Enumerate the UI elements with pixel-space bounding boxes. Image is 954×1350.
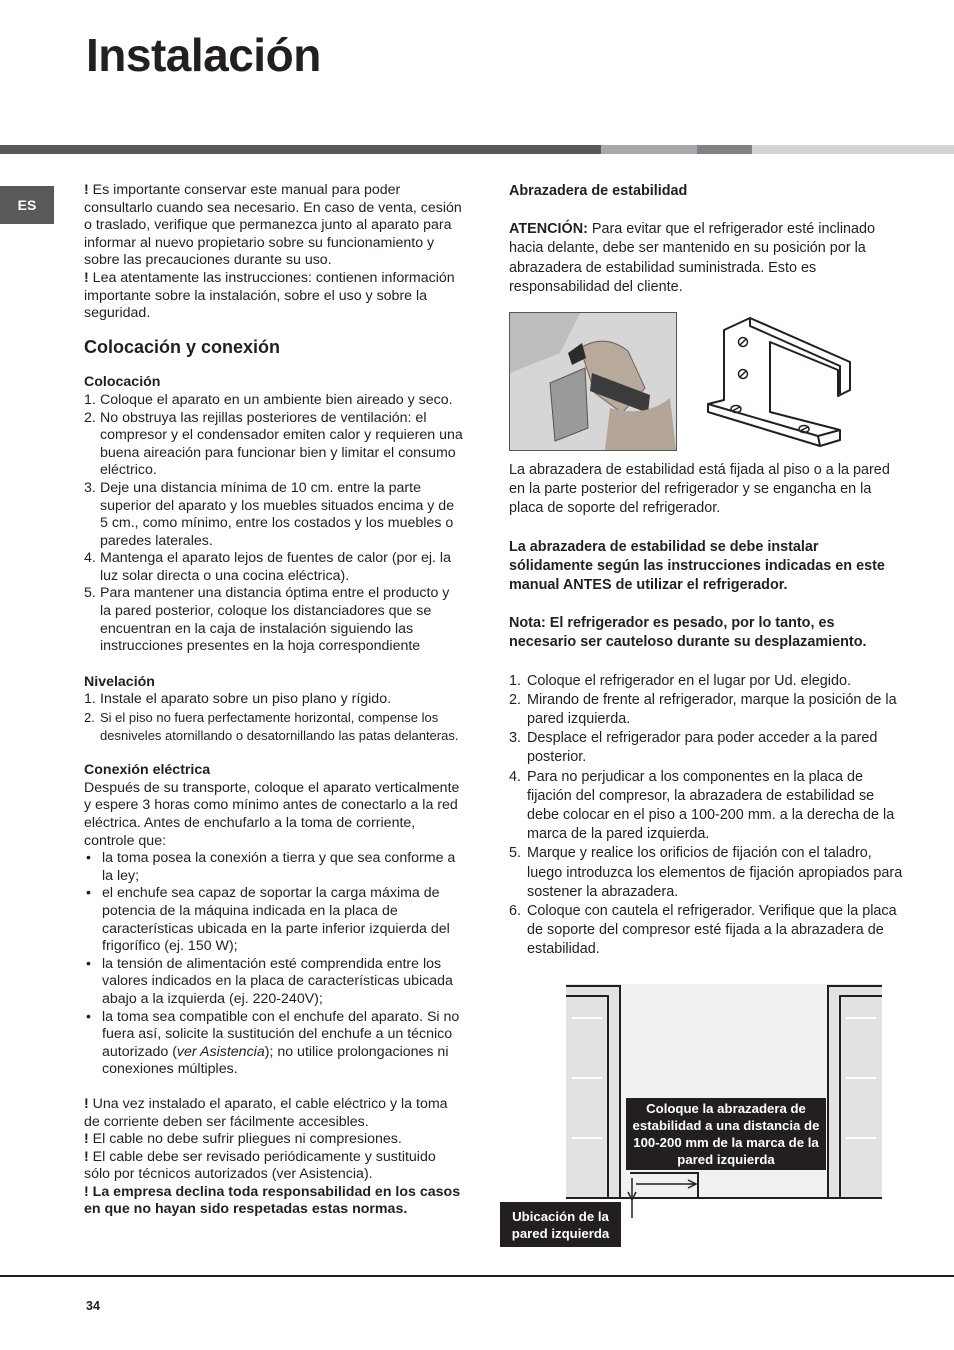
conexion-heading: Conexión eléctrica [84, 762, 211, 779]
installation-steps [509, 672, 904, 960]
list-item: • el enchufe sea capaz de soportar la carga máxima de potencia de la máquina indicada en la placa de características ubicada en la parte inferior izquierda del frigorífico (ej. 150 W); [86, 885, 450, 955]
list-item: • la tensión de alimentación esté comprendida entre los valores indicados en la placa de características ubicada abajo a la izquierda (ej. 220-240V); [86, 955, 453, 1007]
list-item: 1. Instale el aparato sobre un piso plano y rígido. [84, 691, 392, 708]
bracket-heading: Abrazadera de estabilidad [509, 183, 688, 199]
page-number: 34 [86, 1299, 100, 1313]
right-column [509, 182, 909, 297]
bracket-photo [509, 312, 677, 451]
list-item: 3. Deje una distancia mínima de 10 cm. entre la parte superior del aparato y los muebles situados encima y de 5 cm., como mínimo, entre los costados y los muebles o paredes laterales. [84, 479, 455, 549]
list-item: • la toma sea compatible con el enchufe del aparato. Si no fuera así, solicite la sustitución del enchufe a un técnico autorizado (ver Asistencia); no utilice prolongaciones ni conexiones múltiples. [86, 1008, 460, 1078]
list-item: 2. No obstruya las rejillas posteriores de ventilación: el compresor y el condensador emiten calor y requieren una buena aireación para funcionar bien y limitar el consumo eléctrico. [84, 409, 463, 479]
conexion-bullets [84, 850, 464, 1079]
bracket-drawing [700, 312, 860, 452]
intro-paragraph-2: ! Lea atentamente las instrucciones: contienen información importante sobre la instalación, sobre el uso y sobre la seguridad. [84, 269, 455, 322]
bracket-position-callout: Coloque la abrazadera de estabilidad a una distancia de 100-200 mm de la marca de la pared izquierda [626, 1098, 826, 1170]
language-tab: ES [0, 186, 54, 224]
intro-paragraph-1: ! Es importante conservar este manual para poder consultarlo cuando sea necesario. En caso de venta, cesión o traslado, verifique que permanezca junto al aparato para informar al nuevo propietario sobre su funcionamiento y sobre las precauciones durante su uso. [84, 182, 462, 269]
right-column-lower [509, 461, 904, 960]
header-bar-segment-4 [752, 145, 954, 154]
exclamation-mark: ! [84, 182, 89, 198]
section-title: Colocación y conexión [84, 336, 281, 357]
list-item: 5. Para mantener una distancia óptima entre el producto y la pared posterior, coloque los distanciadores que se encuentran en la caja de instalación siguiendo las instrucciones presentes en la hoja correspondiente [84, 585, 450, 655]
list-item: 3. Desplace el refrigerador para poder acceder a la pared posterior. [509, 730, 878, 766]
exclamation-mark: ! [84, 1148, 89, 1165]
placement-diagram [500, 978, 900, 1248]
list-item: 4. Para no perjudicar a los componentes en la placa de fijación del compresor, la abrazadera de estabilidad se debe colocar en el piso a 100-200 mm. a la derecha de la marca de la pared izquierda. [509, 768, 895, 843]
list-item: 1. Coloque el refrigerador en el lugar por Ud. elegido. [509, 672, 851, 689]
exclamation-mark: ! [84, 269, 89, 286]
exclamation-mark: ! [84, 1131, 89, 1148]
exclamation-mark: ! [84, 1095, 89, 1112]
list-item: 1. Coloque el aparato en un ambiente bien aireado y seco. [84, 391, 453, 408]
colocacion-list [84, 392, 464, 656]
warning-paragraph-3: ! El cable debe ser revisado periódicamente y sustituido sólo por técnicos autorizados (ver Asistencia). [84, 1148, 436, 1183]
header-bar-segment-3 [697, 145, 752, 154]
list-item: 4. Mantenga el aparato lejos de fuentes de calor (por ej. la luz solar directa o una cocina eléctrica). [84, 550, 451, 584]
conexion-intro: Después de su transporte, coloque el aparato verticalmente y espere 3 horas como mínimo antes de conectarlo a la red eléctrica. Antes de enchufarlo a la toma de corriente, controle que: [84, 779, 460, 849]
left-column [84, 182, 464, 1219]
list-item: 5. Marque y realice los orificios de fijación con el taladro, luego introduzca los elementos de fijación apropiados para sostener la abrazadera. [509, 845, 903, 900]
nivelacion-heading: Nivelación [84, 673, 155, 690]
warning-paragraph-2: ! El cable no debe sufrir pliegues ni compresiones. [84, 1131, 402, 1148]
bold-instruction: La abrazadera de estabilidad se debe instalar sólidamente según las instrucciones indicadas en este manual ANTES de utilizar el refrigerador. [509, 538, 885, 594]
nivelacion-list [84, 691, 464, 744]
bracket-description: La abrazadera de estabilidad está fijada al piso o a la pared en la parte posterior del refrigerador y se engancha en la placa de soporte del refrigerador. [509, 462, 890, 517]
attention-paragraph: ATENCIÓN: Para evitar que el refrigerador esté inclinado hacia delante, debe ser mantenido en su posición por la abrazadera de estabilidad suministrada. Esto es responsabilidad del cliente. [509, 221, 876, 295]
header-bar-segment-2 [601, 145, 697, 154]
colocacion-heading: Colocación [84, 374, 161, 391]
bracket-photo-illustration [510, 313, 676, 450]
exclamation-mark: ! [84, 1183, 89, 1200]
list-item: • la toma posea la conexión a tierra y que sea conforme a la ley; [86, 850, 456, 884]
warning-paragraph-1: ! Una vez instalado el aparato, el cable eléctrico y la toma de corriente deben ser fácilmente accesibles. [84, 1095, 448, 1130]
final-warning: ! La empresa declina toda responsabilidad en los casos en que no hayan sido respetadas estas normas. [84, 1183, 461, 1218]
bold-note: Nota: El refrigerador es pesado, por lo tanto, es necesario ser cauteloso durante su desplazamiento. [509, 615, 867, 651]
header-bar-segment-1 [0, 145, 601, 154]
list-item: 6. Coloque con cautela el refrigerador. Verifique que la placa de soporte del compresor esté fijada a la abrazadera de estabilidad. [509, 903, 897, 958]
left-wall-callout: Ubicación de la pared izquierda [500, 1202, 621, 1247]
footer-divider [0, 1275, 954, 1277]
list-item: 2. Mirando de frente al refrigerador, marque la posición de la pared izquierda. [509, 691, 897, 728]
page-title: Instalación [86, 29, 321, 81]
list-item: 2. Si el piso no fuera perfectamente horizontal, compense los desniveles atornillando o desatornillando las patas delanteras. [84, 710, 459, 743]
